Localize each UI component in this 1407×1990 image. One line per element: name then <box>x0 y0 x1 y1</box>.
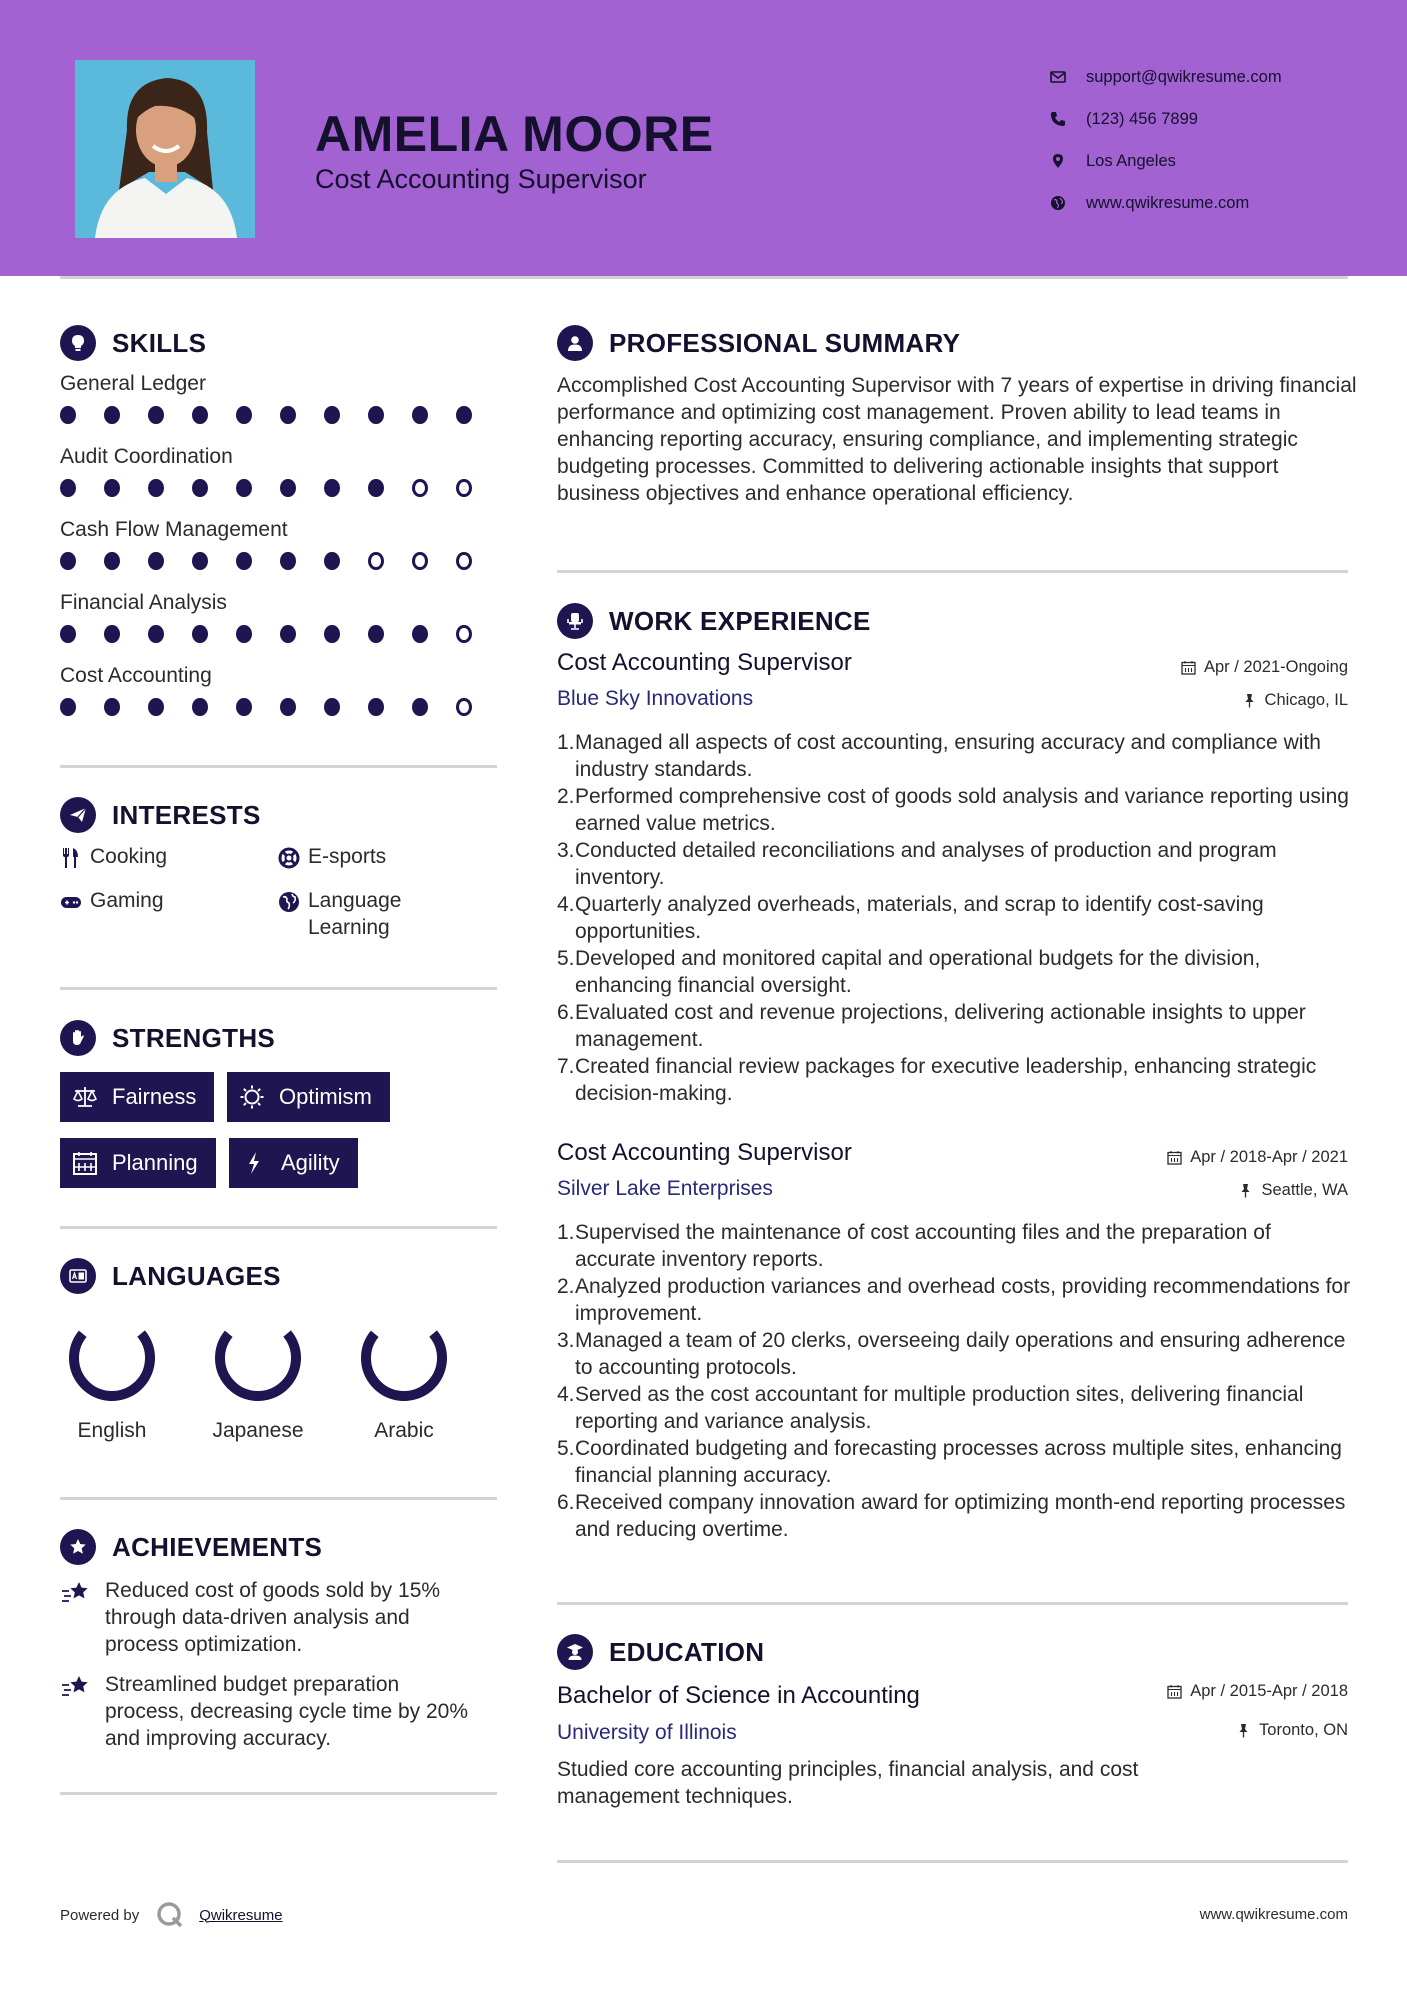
contact-phone-text: (123) 456 7899 <box>1086 109 1198 128</box>
pushpin-icon <box>1236 1723 1251 1738</box>
strength-chip <box>60 1138 216 1188</box>
strength-chip <box>229 1138 358 1188</box>
candidate-name: AMELIA MOORE <box>315 106 714 162</box>
skill-dot-filled <box>236 479 252 497</box>
skill-dot-filled <box>192 552 208 570</box>
skill-dot-filled <box>236 698 252 716</box>
footer-powered-by <box>60 1900 283 1930</box>
experience-title: WORK EXPERIENCE <box>609 605 871 636</box>
job-bullet: 2. Performed comprehensive cost of goods sold analysis and variance reporting using earned value metrics. <box>557 785 1349 835</box>
life-ring-icon <box>278 847 300 869</box>
language-name: Japanese <box>212 1419 304 1442</box>
section-divider <box>557 1860 1348 1863</box>
job-dates <box>1181 658 1348 677</box>
skill-dot-empty <box>456 479 472 497</box>
calendar-icon <box>1181 660 1196 675</box>
hand-icon <box>60 1020 96 1056</box>
skill-dot-filled <box>368 698 384 716</box>
degree-title: Bachelor of Science in Accounting <box>557 1682 920 1709</box>
achievement-text: Reduced cost of goods sold by 15% through data-driven analysis and process optimization. <box>105 1579 441 1656</box>
section-divider <box>60 987 497 990</box>
interest-item <box>278 845 386 875</box>
skill-dot-filled <box>280 698 296 716</box>
job-bullet: 2. Analyzed production variances and overhead costs, providing recommendations for improvement. <box>557 1275 1351 1325</box>
skill-dot-filled <box>324 625 340 643</box>
contact-website[interactable] <box>1050 182 1282 224</box>
language-item <box>339 1312 469 1443</box>
job-bullet: 3. Managed a team of 20 clerks, overseeing daily operations and ensuring adherence to accounting protocols. <box>557 1329 1346 1379</box>
skill-dot-empty <box>456 625 472 643</box>
summary-heading <box>557 325 960 361</box>
languages-title: LANGUAGES <box>112 1260 281 1291</box>
candidate-title: Cost Accounting Supervisor <box>315 164 647 194</box>
language-gauge <box>358 1312 450 1404</box>
calendar-icon <box>1167 1684 1182 1699</box>
powered-by-text: Powered by <box>60 1906 140 1924</box>
interest-item <box>278 889 458 941</box>
skill-rating <box>60 698 500 716</box>
skill-item <box>60 445 500 497</box>
job-dates <box>1167 1148 1348 1167</box>
skill-dot-filled <box>280 625 296 643</box>
strength-label: Optimism <box>279 1084 372 1109</box>
paper-plane-icon <box>60 797 96 833</box>
footer-url[interactable]: www.qwikresume.com <box>1199 1906 1348 1923</box>
school-name: University of Illinois <box>557 1721 737 1744</box>
skill-dot-filled <box>192 698 208 716</box>
skill-dot-filled <box>280 406 296 424</box>
skill-rating <box>60 552 500 570</box>
interest-label: E-sports <box>308 845 387 868</box>
skill-dot-filled <box>236 406 252 424</box>
education-dates <box>1167 1682 1348 1701</box>
skill-name: Cost Accounting <box>60 664 212 687</box>
achievement-item <box>60 1577 480 1658</box>
skill-dot-filled <box>148 406 164 424</box>
job-bullet: 1. Supervised the maintenance of cost accounting files and the preparation of accurate inventory reports. <box>557 1221 1271 1271</box>
language-gauge <box>66 1312 158 1404</box>
skill-dot-filled <box>236 552 252 570</box>
languages-heading <box>60 1258 281 1294</box>
strength-label: Agility <box>281 1150 340 1175</box>
job-bullet: 7. Created financial review packages for executive leadership, enhancing strategic decision-making. <box>557 1055 1317 1105</box>
skill-dot-filled <box>412 625 428 643</box>
phone-icon <box>1050 111 1066 127</box>
skill-dot-filled <box>412 406 428 424</box>
job-title: Cost Accounting Supervisor <box>557 649 852 676</box>
section-divider <box>60 1497 497 1500</box>
language-gauge-arc <box>212 1312 304 1404</box>
pushpin-icon <box>1242 693 1257 708</box>
job-location-text: Chicago, IL <box>1264 691 1348 709</box>
skill-name: Cash Flow Management <box>60 518 288 541</box>
achievement-text: Streamlined budget preparation process, decreasing cycle time by 20% and improving accuracy. <box>105 1673 468 1750</box>
interest-item <box>60 845 167 875</box>
qwikresume-logo-icon <box>155 1900 185 1930</box>
skill-dot-empty <box>412 479 428 497</box>
skill-name: General Ledger <box>60 372 206 395</box>
skill-dot-filled <box>368 406 384 424</box>
pushpin-icon <box>1238 1183 1253 1198</box>
job-bullet: 4. Quarterly analyzed overheads, materials, and scrap to identify cost-saving opportunities. <box>557 893 1264 943</box>
skill-dot-filled <box>192 479 208 497</box>
skill-dot-filled <box>236 625 252 643</box>
skill-dot-filled <box>104 625 120 643</box>
interest-item <box>60 889 164 919</box>
contact-list <box>1050 56 1282 224</box>
education-heading <box>557 1634 764 1670</box>
globe-icon <box>1050 195 1066 211</box>
skill-dot-filled <box>104 479 120 497</box>
skill-dot-filled <box>104 406 120 424</box>
skill-dot-filled <box>192 625 208 643</box>
language-gauge-arc <box>358 1312 450 1404</box>
skill-dot-filled <box>60 552 76 570</box>
skill-dot-filled <box>104 552 120 570</box>
achievements-heading <box>60 1529 322 1565</box>
skill-dot-filled <box>104 698 120 716</box>
skill-dot-filled <box>368 479 384 497</box>
strength-label: Planning <box>112 1150 198 1175</box>
language-icon <box>60 1258 96 1294</box>
skill-dot-filled <box>60 698 76 716</box>
skills-heading <box>60 325 206 361</box>
skill-name: Financial Analysis <box>60 591 227 614</box>
skill-dot-filled <box>60 479 76 497</box>
skill-dot-filled <box>60 406 76 424</box>
contact-phone[interactable] <box>1050 98 1282 140</box>
achievements-title: ACHIEVEMENTS <box>112 1531 323 1562</box>
skill-dot-empty <box>456 698 472 716</box>
job-bullet: 6. Evaluated cost and revenue projections, delivering actionable insights to upper management. <box>557 1001 1306 1051</box>
education-location <box>1236 1721 1348 1740</box>
job-title: Cost Accounting Supervisor <box>557 1139 852 1166</box>
skill-item <box>60 664 500 716</box>
skill-dot-filled <box>60 625 76 643</box>
job-bullet: 5. Coordinated budgeting and forecasting processes across multiple sites, enhancing financial planning accuracy. <box>557 1437 1342 1487</box>
job-dates-text: Apr / 2021-Ongoing <box>1203 658 1348 676</box>
star-badge-icon <box>60 1529 96 1565</box>
globe-icon <box>278 891 300 913</box>
profile-photo-image <box>75 60 255 238</box>
user-icon <box>557 325 593 361</box>
sun-icon <box>239 1084 265 1110</box>
bolt-icon <box>241 1150 267 1176</box>
job-dates-text: Apr / 2018-Apr / 2021 <box>1190 1148 1348 1166</box>
header-divider <box>60 276 1348 279</box>
section-divider <box>557 1602 1348 1605</box>
map-marker-icon <box>1050 153 1066 169</box>
profile-photo <box>75 60 255 238</box>
gamepad-icon <box>60 891 82 913</box>
skill-dot-filled <box>324 479 340 497</box>
language-name: English <box>77 1419 147 1442</box>
skill-dot-filled <box>324 698 340 716</box>
calendar-icon <box>1167 1150 1182 1165</box>
strengths-heading <box>60 1020 275 1056</box>
job-bullet: 3. Conducted detailed reconciliations and analyses of production and program inventory. <box>557 839 1277 889</box>
job-bullet: 1. Managed all aspects of cost accounting, ensuring accuracy and compliance with industry standards. <box>557 731 1321 781</box>
interest-label: Gaming <box>90 889 164 912</box>
education-dates-text: Apr / 2015-Apr / 2018 <box>1190 1682 1348 1700</box>
job-company: Blue Sky Innovations <box>557 687 754 710</box>
brand-link[interactable]: Qwikresume <box>199 1906 283 1924</box>
resume-header <box>0 0 1407 276</box>
strength-chip <box>60 1072 214 1122</box>
job-location-text: Seattle, WA <box>1261 1181 1348 1199</box>
contact-location <box>1050 140 1282 182</box>
graduate-icon <box>557 1634 593 1670</box>
achievement-item <box>60 1671 480 1752</box>
skill-dot-filled <box>280 479 296 497</box>
skill-dot-filled <box>148 625 164 643</box>
job-location <box>1238 1181 1348 1200</box>
job-bullet: 5. Developed and monitored capital and operational budgets for the division, enhancing financial oversight. <box>557 947 1261 997</box>
skill-dot-filled <box>148 698 164 716</box>
education-title: EDUCATION <box>609 1636 765 1667</box>
skill-rating <box>60 406 500 424</box>
job-location <box>1242 691 1348 710</box>
language-gauge-arc <box>66 1312 158 1404</box>
skill-rating <box>60 479 500 497</box>
skill-dot-empty <box>456 552 472 570</box>
lightbulb-icon <box>60 325 96 361</box>
envelope-icon <box>1050 69 1066 85</box>
skill-dot-filled <box>456 406 472 424</box>
interests-title: INTERESTS <box>112 799 261 830</box>
summary-text: Accomplished Cost Accounting Supervisor with 7 years of expertise in driving financial performance and optimizing cost management. Proven ability to lead teams in enhancing reporting accuracy, ensuring compliance, and implementing strategic budgeting processes. Committed to delivering actionable insights that support business objectives and enhance operational efficiency. <box>557 374 1357 505</box>
balance-scale-icon <box>72 1084 98 1110</box>
job-bullet: 4. Served as the cost accountant for multiple production sites, delivering financial reporting and variance analysis. <box>557 1383 1304 1433</box>
office-chair-icon <box>557 603 593 639</box>
skill-dot-filled <box>324 552 340 570</box>
strength-chip <box>227 1072 390 1122</box>
shooting-star-icon <box>60 1673 92 1701</box>
language-item <box>47 1312 177 1443</box>
interest-label: Cooking <box>90 845 168 868</box>
skill-dot-filled <box>280 552 296 570</box>
strength-label: Fairness <box>112 1084 197 1109</box>
interests-heading <box>60 797 261 833</box>
skill-dot-filled <box>368 625 384 643</box>
job-bullets <box>557 1219 1357 1543</box>
experience-heading <box>557 603 871 639</box>
job-company: Silver Lake Enterprises <box>557 1177 773 1200</box>
skill-item <box>60 372 500 424</box>
cutlery-icon <box>60 847 82 869</box>
job-bullet: 6. Received company innovation award for optimizing month-end reporting processes and reducing overtime. <box>557 1491 1346 1541</box>
shooting-star-icon <box>60 1579 92 1607</box>
contact-email-text: support@qwikresume.com <box>1086 67 1282 86</box>
contact-location-text: Los Angeles <box>1086 151 1176 170</box>
skill-rating <box>60 625 500 643</box>
job-bullets <box>557 729 1357 1107</box>
skill-dot-filled <box>412 698 428 716</box>
skill-item <box>60 591 500 643</box>
skill-name: Audit Coordination <box>60 445 233 468</box>
section-divider <box>60 1792 497 1795</box>
language-name: Arabic <box>374 1419 434 1442</box>
contact-email[interactable] <box>1050 56 1282 98</box>
section-divider <box>60 765 497 768</box>
section-divider <box>557 570 1348 573</box>
skill-dot-filled <box>148 552 164 570</box>
education-description: Studied core accounting principles, financial analysis, and cost management techniques. <box>557 1758 1139 1808</box>
language-item <box>193 1312 323 1443</box>
section-divider <box>60 1226 497 1229</box>
language-gauge <box>212 1312 304 1404</box>
skill-dot-empty <box>368 552 384 570</box>
skill-dot-filled <box>324 406 340 424</box>
strengths-title: STRENGTHS <box>112 1022 276 1053</box>
interest-label: Language Learning <box>308 889 402 939</box>
education-location-text: Toronto, ON <box>1259 1721 1348 1739</box>
calendar-icon <box>72 1150 98 1176</box>
skill-item <box>60 518 500 570</box>
summary-title: PROFESSIONAL SUMMARY <box>609 327 961 358</box>
skill-dot-empty <box>412 552 428 570</box>
contact-website-text: www.qwikresume.com <box>1086 193 1250 212</box>
skills-title: SKILLS <box>112 327 207 358</box>
skill-dot-filled <box>148 479 164 497</box>
skill-dot-filled <box>192 406 208 424</box>
